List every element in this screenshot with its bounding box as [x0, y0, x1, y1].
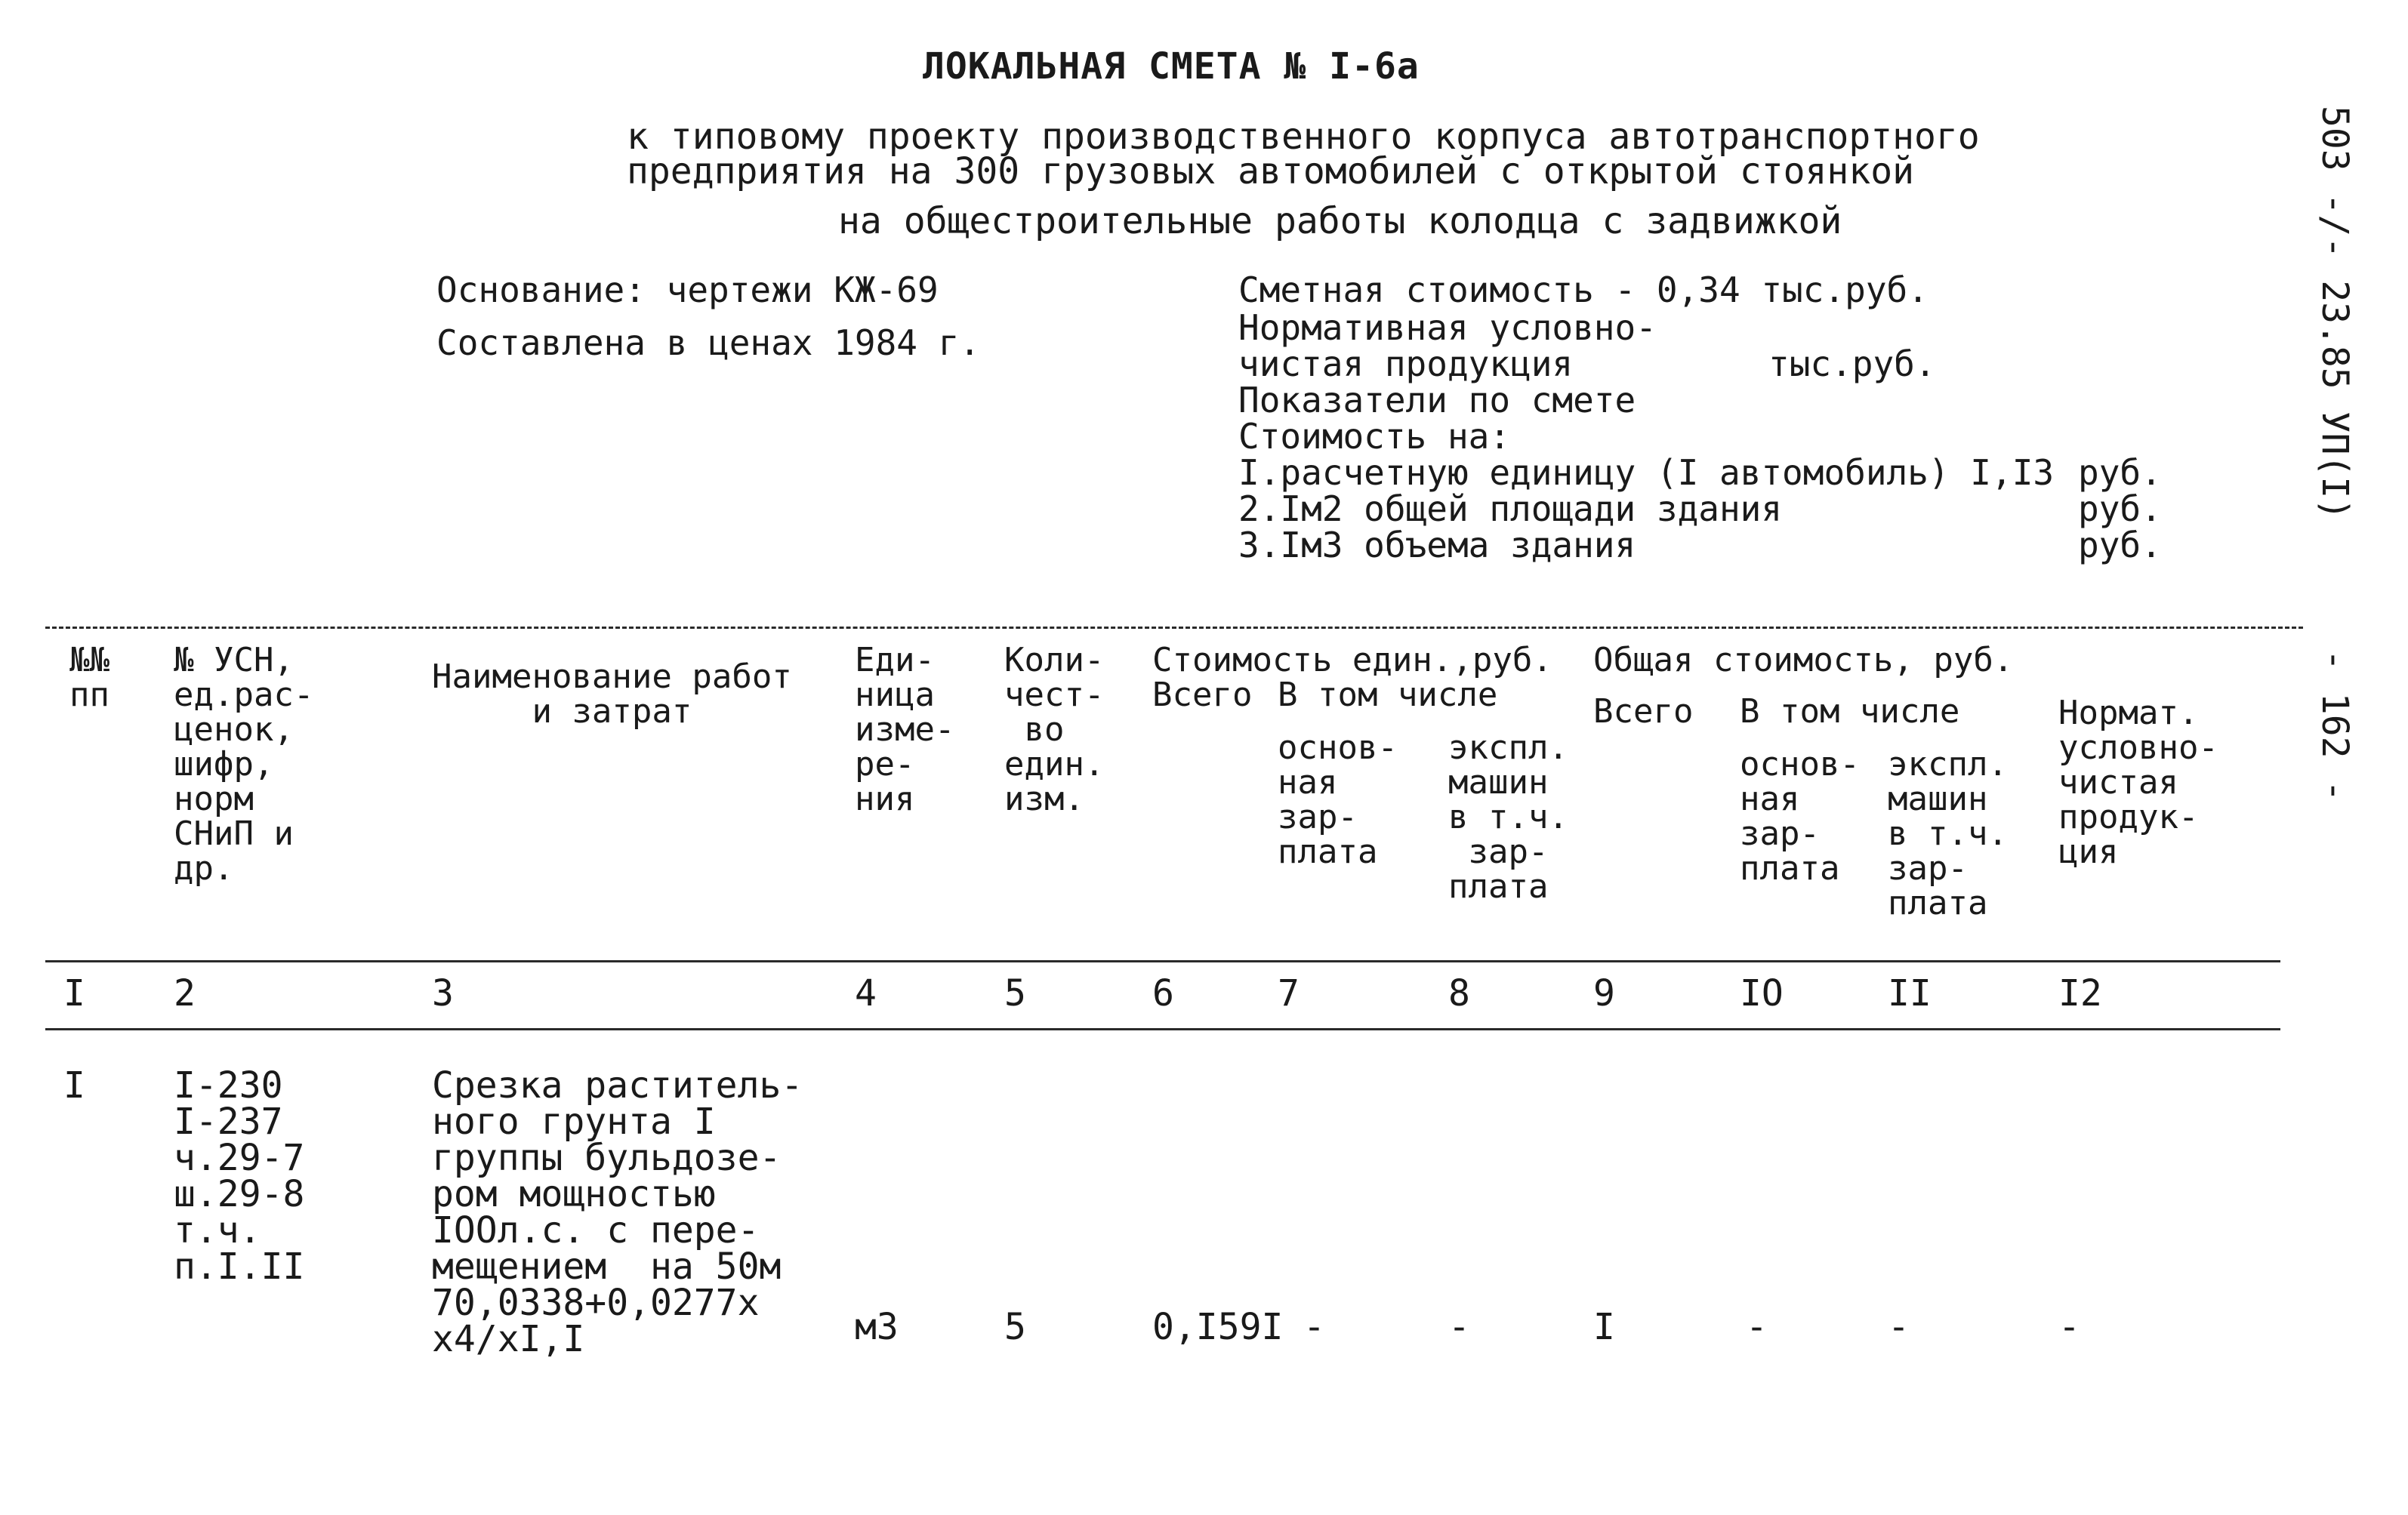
basis-prices: Составлена в ценах 1984 г. — [436, 322, 981, 363]
subtitle-line-2: предприятия на 300 грузовых автомобилей с открытой стоянкой — [627, 150, 1915, 192]
cost-per-m3-unit: руб. — [2078, 525, 2162, 565]
row-codes: I-230 I-237 ч.29-7 ш.29-8 т.ч. п.I.II — [174, 1064, 305, 1288]
col-header-total-total: Всего — [1593, 692, 1694, 731]
column-number-5: 5 — [1004, 972, 1026, 1015]
col-header-unit-base-salary: основ- ная зар- плата — [1278, 728, 1398, 871]
normative-unit: тыс.руб. — [1768, 343, 1936, 384]
row-total-machines: - — [1888, 1306, 1910, 1348]
row-unit-total: 0,I59I — [1152, 1306, 1284, 1348]
column-number-12: I2 — [2058, 972, 2102, 1015]
col-header-quantity: Коли- чест- во един. изм. — [1004, 641, 1105, 818]
cost-per-m2: 2.Iм2 общей площади здания — [1238, 488, 1783, 529]
row-unit: м3 — [855, 1306, 899, 1348]
subtitle-line-1: к типовому проекту производственного корпуса автотранспортного — [627, 115, 1980, 158]
col-header-unit-cost: Стоимость един.,руб. — [1152, 641, 1552, 679]
col-header-unit-machines: экспл. машин в т.ч. зар- плата — [1448, 728, 1568, 906]
table-top-rule — [45, 627, 2303, 629]
column-number-7: 7 — [1278, 972, 1300, 1015]
column-number-11: II — [1888, 972, 1932, 1015]
col-header-normative: Нормат. условно- чистая продук- ция — [2058, 694, 2218, 871]
col-header-total-base-salary: основ- ная зар- плата — [1740, 745, 1860, 888]
column-number-1: I — [63, 972, 85, 1015]
col-header-total-machines: экспл. машин в т.ч. зар- плата — [1888, 745, 2008, 922]
col-header-unit-including: В том числе — [1278, 676, 1498, 714]
side-document-code: 503 -/- 23.85 УП(I) — [2314, 106, 2356, 521]
column-numbers-top-rule — [45, 960, 2280, 962]
row-quantity: 5 — [1004, 1306, 1026, 1348]
basis-drawings: Основание: чертежи КЖ-69 — [436, 269, 939, 310]
cost-per-vehicle-unit: руб. — [2078, 452, 2162, 493]
column-numbers-bottom-rule — [45, 1028, 2280, 1030]
cost-on-heading: Стоимость на: — [1238, 416, 1511, 457]
row-work-name: Срезка раститель- ного грунта I группы бульдозе- ром мощностью IOOл.с. с пере- мещением на 50м 70,0338+0,0277х х4/хI,I — [432, 1064, 803, 1360]
row-normative: - — [2058, 1306, 2080, 1348]
estimated-cost: Сметная стоимость - 0,34 тыс.руб. — [1238, 269, 1929, 310]
col-header-total-including: В том числе — [1740, 692, 1960, 731]
column-number-3: 3 — [432, 972, 454, 1015]
column-number-8: 8 — [1448, 972, 1470, 1015]
col-header-number: №№ пп — [69, 641, 109, 714]
cost-per-m3: 3.Iм3 объема здания — [1238, 525, 1636, 565]
row-number: I — [63, 1064, 85, 1107]
column-number-10: IO — [1740, 972, 1784, 1015]
normative-label-2: чистая продукция — [1238, 343, 1574, 384]
column-number-4: 4 — [855, 972, 877, 1015]
document-title: ЛОКАЛЬНАЯ СМЕТА № I-6а — [923, 45, 1420, 88]
col-header-unit: Еди- ница изме- ре- ния — [855, 641, 955, 818]
col-header-total-cost: Общая стоимость, руб. — [1593, 641, 2014, 679]
indicators-heading: Показатели по смете — [1238, 380, 1636, 420]
row-total: I — [1593, 1306, 1615, 1348]
row-total-salary: - — [1746, 1306, 1768, 1348]
col-header-codes: № УСН, ед.рас- ценок, шифр, норм СНиП и др. — [174, 641, 314, 888]
normative-label-1: Нормативная условно- — [1238, 307, 1657, 348]
column-number-9: 9 — [1593, 972, 1615, 1015]
side-page-number: - 162 - — [2314, 649, 2356, 802]
column-number-6: 6 — [1152, 972, 1174, 1015]
column-number-2: 2 — [174, 972, 196, 1015]
col-header-unit-total: Всего — [1152, 676, 1253, 714]
col-header-work-name: Наименование работ и затрат — [432, 657, 792, 731]
cost-per-m2-unit: руб. — [2078, 488, 2162, 529]
subtitle-line-3: на общестроительные работы колодца с задвижкой — [838, 200, 1842, 242]
row-unit-machines: - — [1448, 1306, 1470, 1348]
cost-per-vehicle: I.расчетную единицу (I автомобиль) I,I3 — [1238, 452, 2055, 493]
row-unit-salary: - — [1303, 1306, 1325, 1348]
